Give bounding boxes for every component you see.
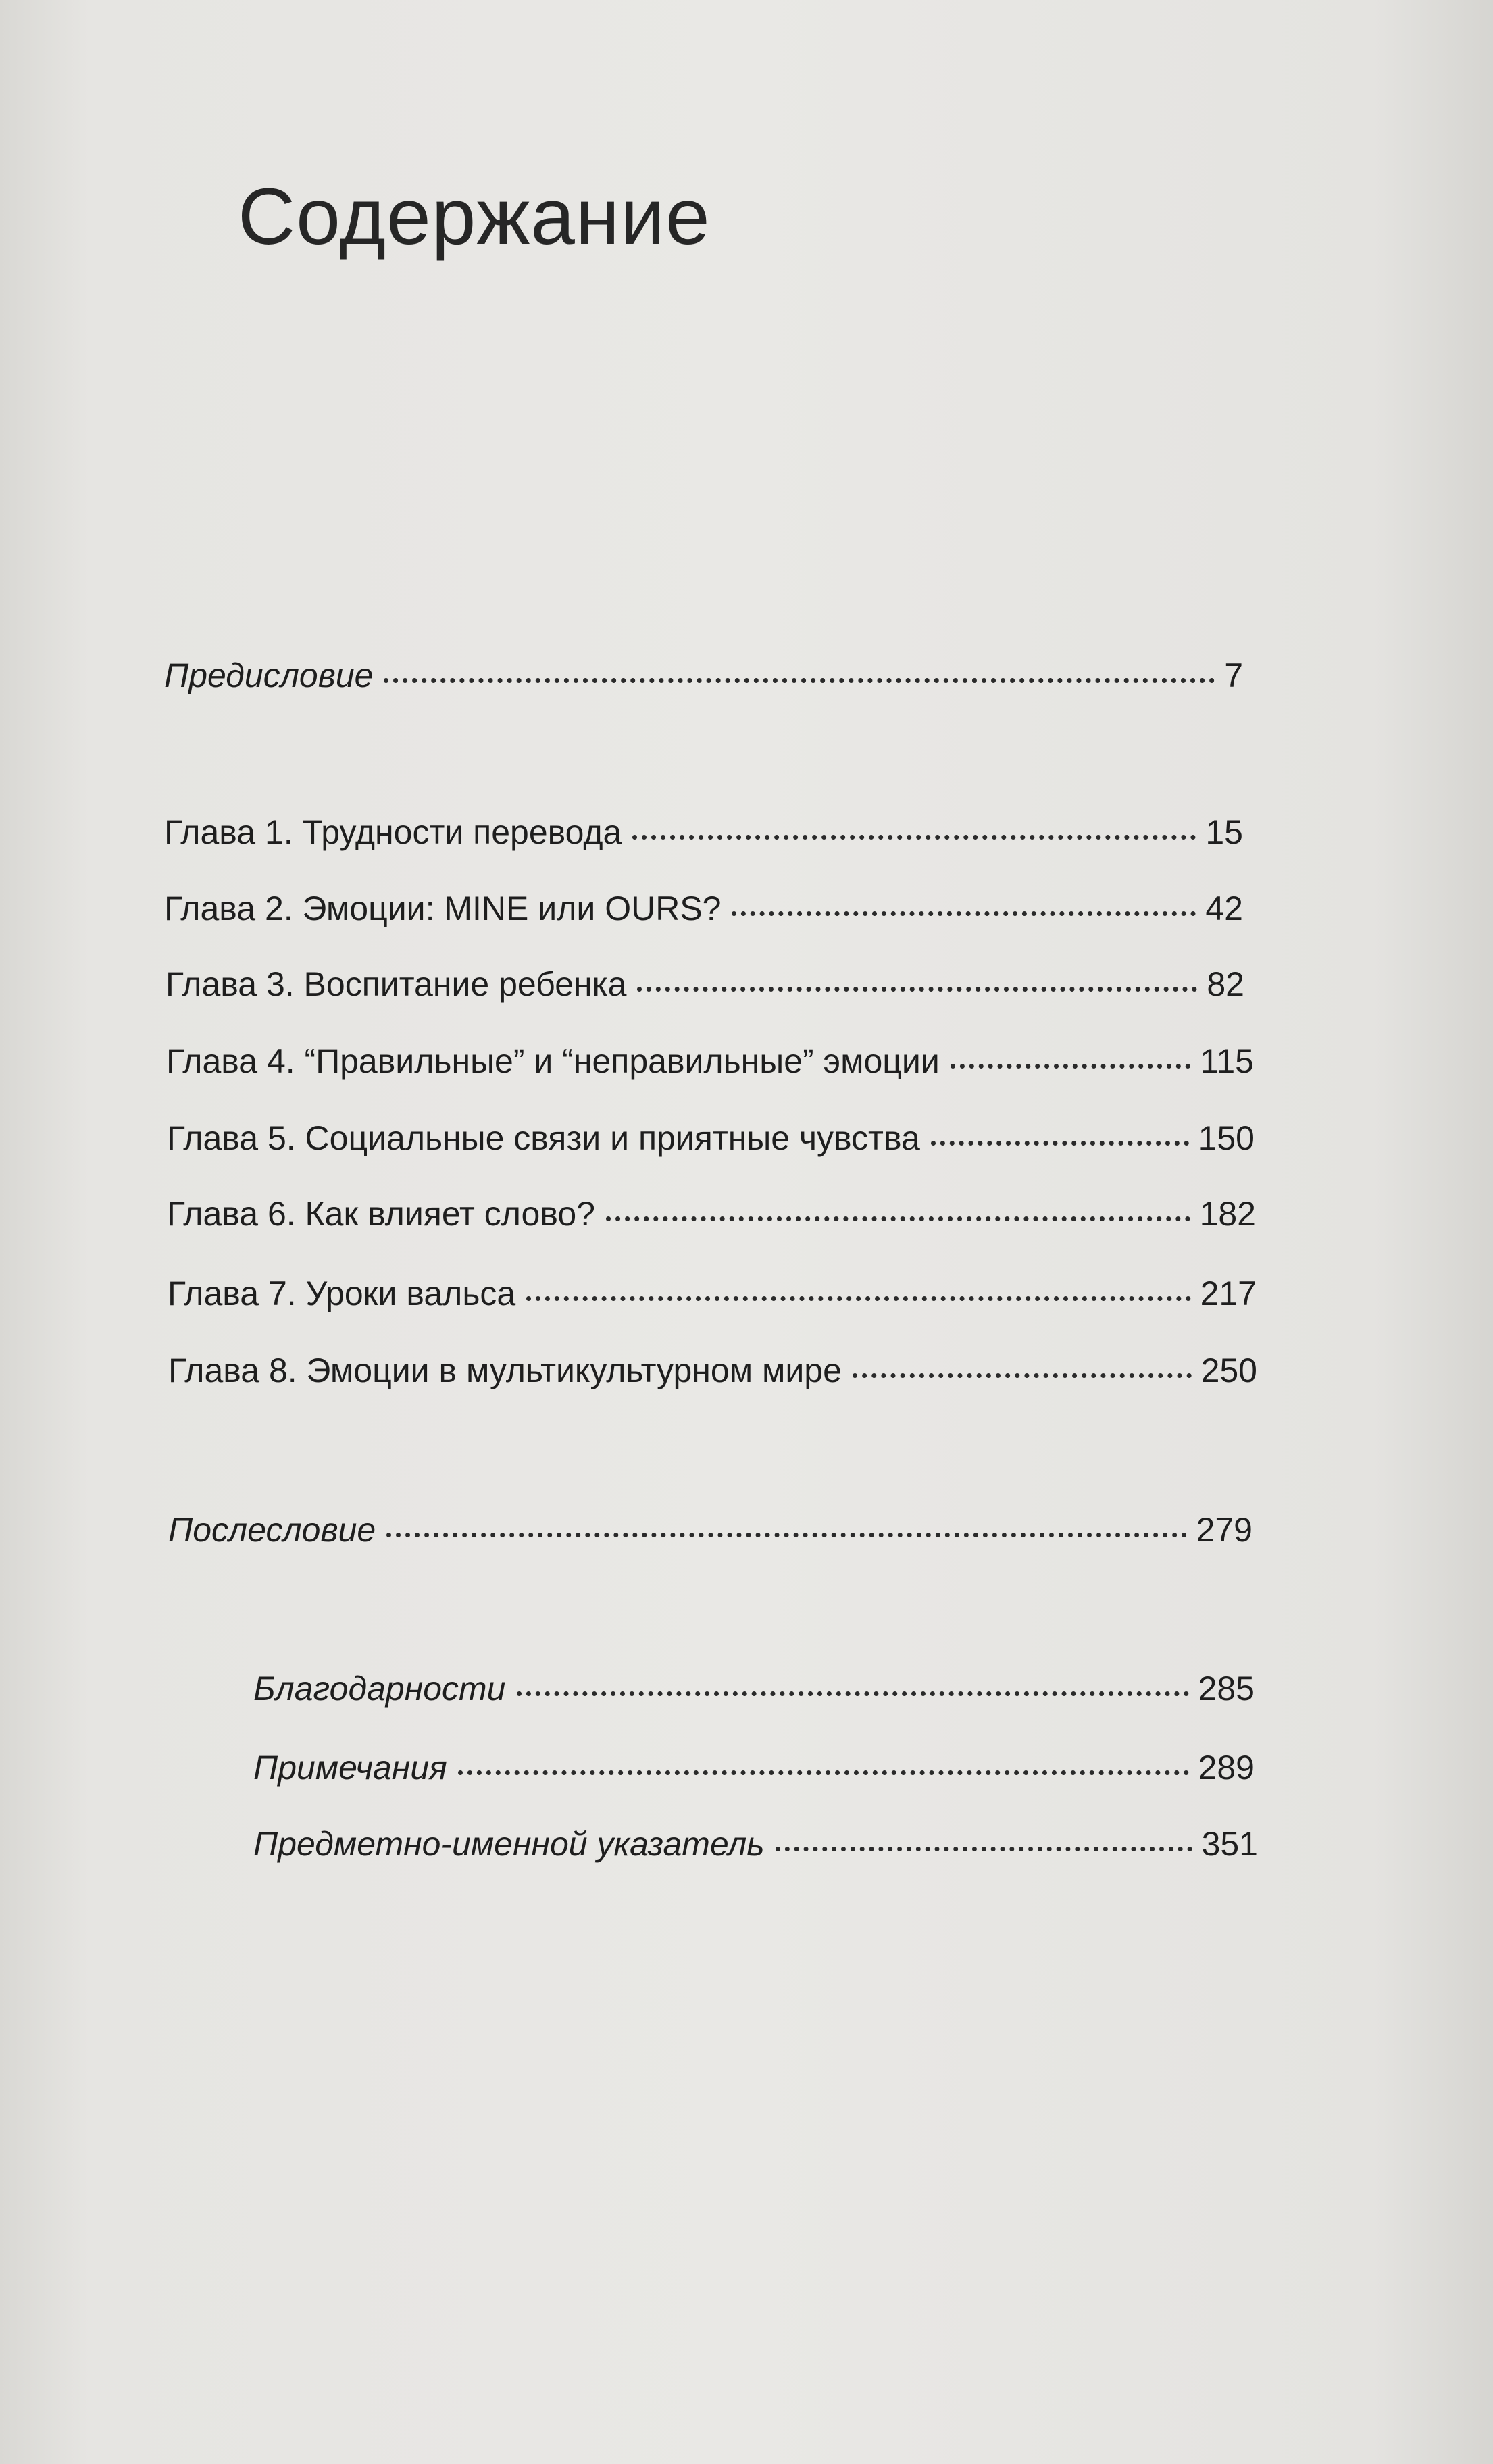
toc-entry-index: [253, 1827, 1258, 1861]
toc-entry-page: 351: [1201, 1825, 1258, 1863]
dot-leader: [951, 1060, 1191, 1069]
toc-entry-page: 150: [1198, 1119, 1255, 1157]
toc-entry-acknowledgements: [253, 1670, 1255, 1708]
toc-entry-chapter-1: [164, 815, 1243, 849]
toc-entry-foreword: [164, 659, 1243, 692]
dot-leader: [637, 983, 1197, 992]
toc-entry-chapter-5: [167, 1121, 1255, 1155]
toc-entry-page: 285: [1198, 1670, 1255, 1708]
dot-leader: [632, 831, 1196, 840]
toc-entry-page: 182: [1199, 1195, 1256, 1233]
toc-entry-label: Глава 1. Трудности перевода: [164, 813, 622, 851]
toc-entry-label: Благодарности: [253, 1670, 506, 1708]
dot-leader: [853, 1369, 1192, 1378]
toc-entry-label: Предметно-именной указатель: [253, 1825, 765, 1863]
dot-leader: [931, 1137, 1189, 1146]
toc-entry-page: 217: [1200, 1275, 1257, 1312]
toc-entry-label: Глава 3. Воспитание ребенка: [166, 965, 627, 1003]
toc-entry-notes: [253, 1751, 1255, 1785]
toc-entry-label: Глава 4. “Правильные” и “неправильные” эмоции: [166, 1042, 940, 1080]
toc-entry-label: Примечания: [253, 1749, 447, 1787]
dot-leader: [606, 1212, 1190, 1221]
toc-entry-label: Послесловие: [168, 1511, 376, 1549]
toc-entry-label: Глава 8. Эмоции в мультикультурном мире: [168, 1352, 842, 1389]
toc-entry-page: 42: [1205, 890, 1243, 927]
dot-leader: [458, 1766, 1189, 1775]
toc-entry-label: Глава 7. Уроки вальса: [168, 1275, 516, 1312]
toc-entry-afterword: [168, 1513, 1252, 1547]
toc-entry-chapter-6: [167, 1197, 1256, 1231]
toc-entry-chapter-7: [168, 1277, 1257, 1310]
dot-leader: [776, 1843, 1192, 1851]
toc-entry-page: 289: [1198, 1749, 1255, 1787]
toc-entry-chapter-8: [168, 1354, 1257, 1387]
toc-entry-label: Глава 2. Эмоции: MINE или OURS?: [164, 890, 722, 927]
toc-entry-page: 82: [1207, 965, 1244, 1003]
dot-leader: [517, 1687, 1189, 1696]
toc-entry-page: 15: [1205, 813, 1243, 851]
toc-entry-label: Предисловие: [164, 657, 374, 694]
toc-entry-page: 7: [1224, 657, 1243, 694]
toc-entry-chapter-3: [166, 967, 1244, 1001]
toc-entry-chapter-2: [164, 892, 1243, 925]
dot-leader: [386, 1529, 1186, 1537]
dot-leader: [732, 907, 1196, 916]
toc-entry-chapter-4: [166, 1044, 1254, 1078]
toc-entry-page: 115: [1200, 1042, 1254, 1080]
dot-leader: [526, 1292, 1190, 1301]
toc-entry-page: 250: [1200, 1352, 1257, 1389]
dot-leader: [384, 674, 1215, 683]
toc-entry-page: 279: [1196, 1511, 1252, 1549]
toc-entry-label: Глава 6. Как влияет слово?: [167, 1195, 595, 1233]
toc-entry-label: Глава 5. Социальные связи и приятные чувства: [167, 1119, 920, 1157]
page-title: Содержание: [238, 172, 711, 261]
